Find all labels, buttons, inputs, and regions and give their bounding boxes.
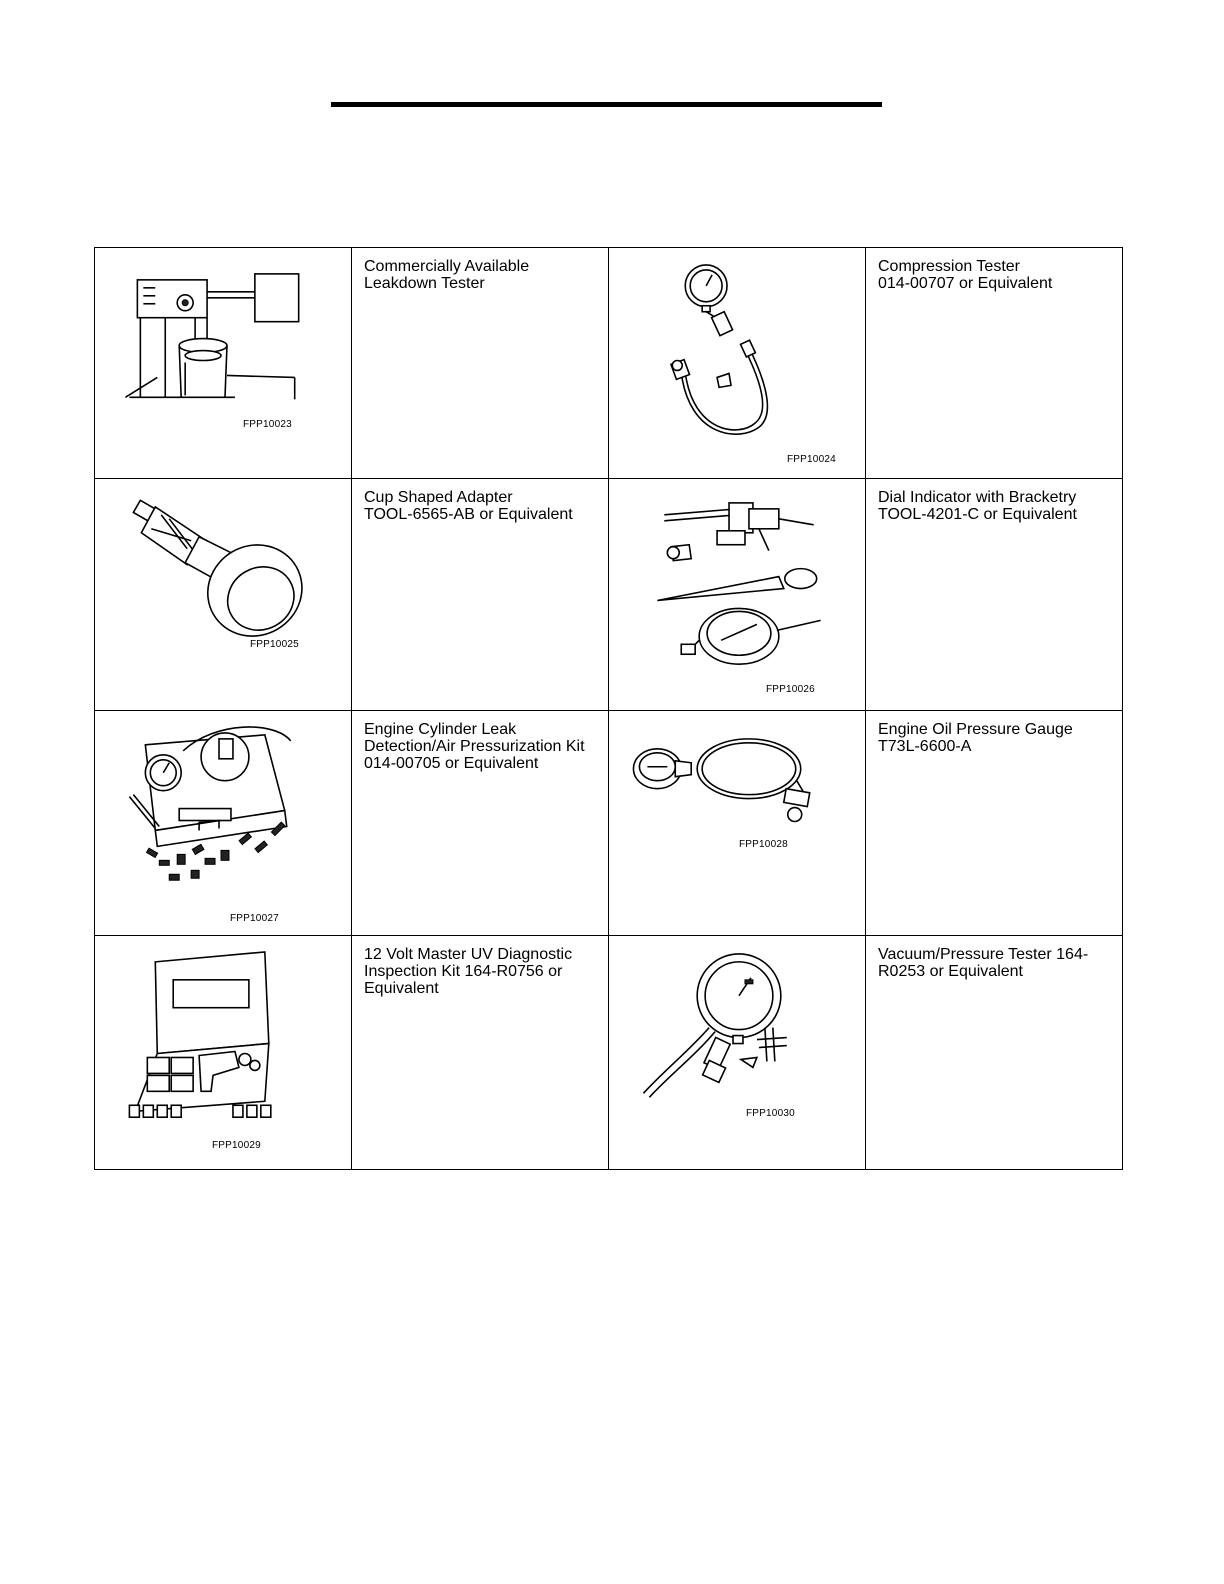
oil-pressure-gauge-illustration: [609, 711, 865, 935]
figure-number: FPP10025: [250, 639, 299, 650]
tool-description-cell: [866, 248, 1123, 479]
tool-description-cell: [866, 479, 1123, 711]
tool-illustration-dial-indicator: [609, 479, 866, 711]
tool-description-cell: [352, 711, 609, 936]
tool-description-cell: [352, 936, 609, 1170]
leak-detection-kit-illustration: [95, 711, 351, 935]
tool-description: Engine Oil Pressure Gauge T73L-6600-A: [878, 721, 1073, 755]
table-row: [95, 248, 1123, 479]
figure-number: FPP10027: [230, 913, 279, 924]
tool-description: Commercially Available Leakdown Tester: [364, 258, 530, 292]
tool-illustration-oil-pressure-gauge: [609, 711, 866, 936]
dial-indicator-illustration: [609, 479, 865, 710]
tool-illustration-cup-adapter: [95, 479, 352, 711]
cup-adapter-illustration: [95, 479, 351, 710]
tool-description-cell: [866, 936, 1123, 1170]
table-row: [95, 711, 1123, 936]
figure-number: FPP10023: [243, 419, 292, 430]
tool-description: Dial Indicator with Bracketry TOOL-4201-C or Equivalent: [878, 489, 1077, 523]
tool-illustration-leak-detection-kit: [95, 711, 352, 936]
figure-number: FPP10026: [766, 684, 815, 695]
tool-illustration-uv-diagnostic-kit: [95, 936, 352, 1170]
tool-description: Engine Cylinder Leak Detection/Air Pressurization Kit 014-00705 or Equivalent: [364, 721, 585, 772]
special-tools-table: [94, 247, 1123, 1170]
tool-illustration-vacuum-pressure-tester: [609, 936, 866, 1170]
tool-description-cell: [866, 711, 1123, 936]
tool-illustration-compression-tester: [609, 248, 866, 479]
leakdown-tester-illustration: [95, 248, 351, 478]
compression-tester-illustration: [609, 248, 865, 478]
tool-description: Cup Shaped Adapter TOOL-6565-AB or Equivalent: [364, 489, 573, 523]
figure-number: FPP10030: [746, 1108, 795, 1119]
figure-number: FPP10028: [739, 839, 788, 850]
tool-description: 12 Volt Master UV Diagnostic Inspection Kit 164-R0756 or Equivalent: [364, 946, 573, 997]
tool-illustration-leakdown-tester: [95, 248, 352, 479]
tool-description-cell: [352, 479, 609, 711]
figure-number: FPP10024: [787, 454, 836, 465]
tool-description-cell: [352, 248, 609, 479]
figure-number: FPP10029: [212, 1140, 261, 1151]
uv-diagnostic-kit-illustration: [95, 936, 351, 1169]
tool-description: Compression Tester 014-00707 or Equivalent: [878, 258, 1053, 292]
table-row: [95, 936, 1123, 1170]
tool-description: Vacuum/Pressure Tester 164- R0253 or Equivalent: [878, 946, 1089, 980]
header-rule: [331, 102, 882, 107]
vacuum-pressure-tester-illustration: [609, 936, 865, 1169]
table-row: [95, 479, 1123, 711]
